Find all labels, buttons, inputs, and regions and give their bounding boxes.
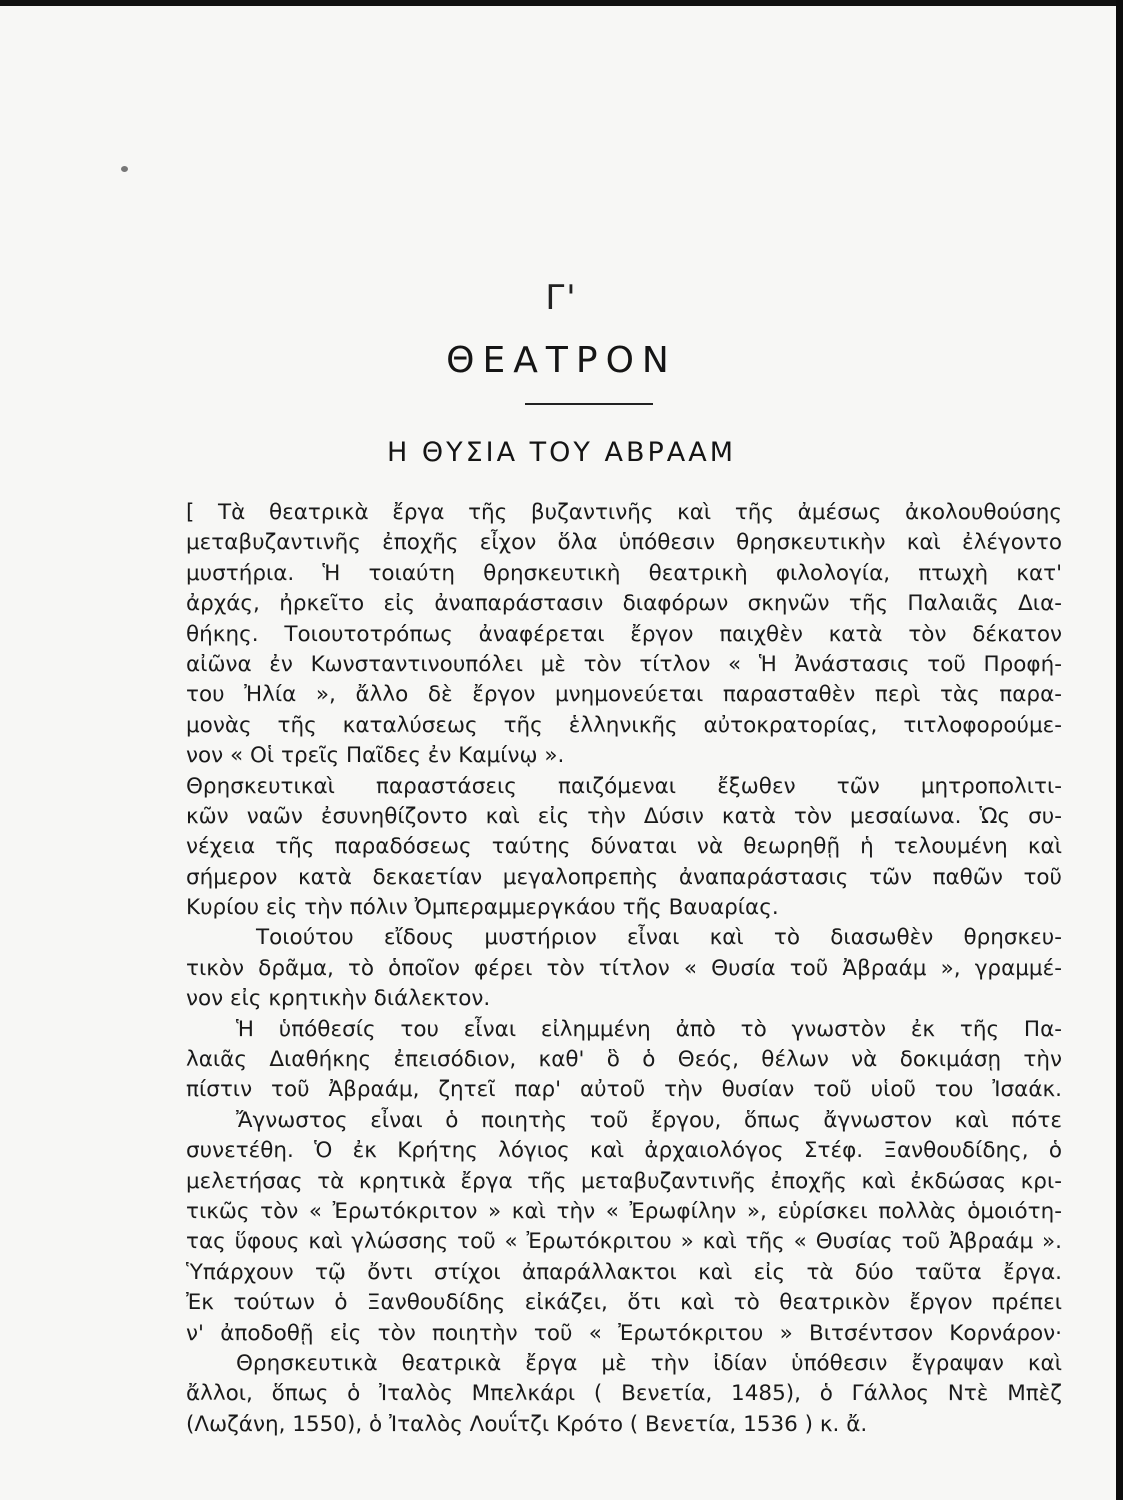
text-line: νον « Οἱ τρεῖς Παῖδες ἐν Καμίνῳ ».	[186, 743, 565, 769]
play-title: Η ΘΥΣΙΑ ΤΟΥ ΑΒΡΑΑΜ	[386, 437, 737, 468]
text-line: ἄλλοι, ὅπως ὁ Ἰταλὸς Μπελκάρι ( Βενετία, 1485), ὁ Γάλλος Ντὲ Μπὲζ	[186, 1381, 1062, 1407]
text-line: κῶν ναῶν ἐσυνηθίζοντο καὶ εἰς τὴν Δύσιν κατὰ τὸν μεσαίωνα. Ὡς συ-	[186, 803, 1062, 829]
text-line: τικὸν δρᾶμα, τὸ ὁποῖον φέρει τὸν τίτλον « Θυσία τοῦ Ἀβραάμ », γραμμέ-	[186, 955, 1062, 981]
text-line: (Λωζάνη, 1550), ὁ Ἰταλὸς Λουΐτζι Κρότο ( Βενετία, 1536 ) κ. ἄ.	[186, 1411, 868, 1437]
text-line: Ἐκ τούτων ὁ Ξανθουδίδης εἰκάζει, ὅτι καὶ τὸ θεατρικὸν ἔργον πρέπει	[186, 1290, 1062, 1316]
text-line: Τοιούτου εἴδους μυστήριον εἶναι καὶ τὸ διασωθὲν θρησκευ-	[256, 925, 1062, 951]
text-line: μονὰς τῆς καταλύσεως τῆς ἑλληνικῆς αὐτοκρατορίας, τιτλοφορούμε-	[186, 712, 1062, 738]
section-number: Γ'	[545, 278, 578, 318]
text-line: πίστιν τοῦ Ἀβραάμ, ζητεῖ παρ' αὐτοῦ τὴν θυσίαν τοῦ υἱοῦ του Ἰσαάκ.	[186, 1077, 1062, 1103]
text-line: [ Τὰ θεατρικὰ ἔργα τῆς βυζαντινῆς καὶ τῆς ἀμέσως ἀκολουθούσης	[186, 500, 1062, 525]
text-line: ἀρχάς, ἠρκεῖτο εἰς ἀναπαράστασιν διαφόρων σκηνῶν τῆς Παλαιᾶς Δια-	[186, 591, 1062, 617]
text-line: ν' ἀποδοθῇ εἰς τὸν ποιητὴν τοῦ « Ἐρωτόκριτου » Βιτσέντσον Κορνάρον·	[186, 1320, 1062, 1346]
text-line: μελετήσας τὰ κρητικὰ ἔργα τῆς μεταβυζαντινῆς ἐποχῆς καὶ ἐκδώσας κρι-	[186, 1168, 1062, 1194]
text-line: Ἡ ὑπόθεσίς του εἶναι εἰλημμένη ἀπὸ τὸ γνωστὸν ἐκ τῆς Πα-	[236, 1016, 1062, 1042]
chapter-title: ΘΕΑΤΡΟΝ	[446, 340, 677, 381]
text-line: Θρησκευτικαὶ παραστάσεις παιζόμεναι ἔξωθεν τῶν μητροπολιτι-	[186, 773, 1062, 799]
text-line: σήμερον κατὰ δεκαετίαν μεγαλοπρεπὴς ἀναπαράστασις τῶν παθῶν τοῦ	[186, 864, 1062, 890]
text-line: συνετέθη. Ὁ ἐκ Κρήτης λόγιος καὶ ἀρχαιολόγος Στέφ. Ξανθουδίδης, ὁ	[186, 1138, 1062, 1164]
scan-top-border	[0, 0, 1123, 6]
text-line: του Ἠλία », ἄλλο δὲ ἔργον μνημονεύεται παρασταθὲν περὶ τὰς παρα-	[186, 682, 1062, 708]
text-line: αἰῶνα ἐν Κωνσταντινουπόλει μὲ τὸν τίτλον « Ἡ Ἀνάστασις τοῦ Προφή-	[186, 651, 1062, 677]
text-line: θήκης. Τοιουτοτρόπως ἀναφέρεται ἔργον παιχθὲν κατὰ τὸν δέκατον	[186, 621, 1062, 647]
text-line: Θρησκευτικὰ θεατρικὰ ἔργα μὲ τὴν ἰδίαν ὑπόθεσιν ἔγραψαν καὶ	[236, 1350, 1062, 1376]
title-divider	[525, 403, 653, 405]
text-line: νον εἰς κρητικὴν διάλεκτον.	[186, 986, 491, 1012]
text-line: λαιᾶς Διαθήκης ἐπεισόδιον, καθ' ὃ ὁ Θεός, θέλων νὰ δοκιμάσῃ τὴν	[186, 1047, 1062, 1073]
scan-right-border	[1116, 0, 1123, 1500]
body-text	[186, 498, 1062, 1440]
ink-spot	[121, 166, 128, 172]
text-line: Κυρίου εἰς τὴν πόλιν Ὀμπεραμμεργκάου τῆς Βαυαρίας.	[186, 895, 779, 921]
text-line: τας ὕφους καὶ γλώσσης τοῦ « Ἐρωτόκριτου » καὶ τῆς « Θυσίας τοῦ Ἀβραάμ ».	[186, 1229, 1062, 1255]
text-line: νέχεια τῆς παραδόσεως ταύτης δύναται νὰ θεωρηθῇ ἡ τελουμένη καὶ	[186, 834, 1062, 860]
text-line: μεταβυζαντινῆς ἐποχῆς εἶχον ὅλα ὑπόθεσιν θρησκευτικὴν καὶ ἐλέγοντο	[186, 530, 1062, 556]
text-line: τικῶς τὸν « Ἐρωτόκριτον » καὶ τὴν « Ἐρωφίλην », εὑρίσκει πολλὰς ὁμοιότη-	[186, 1198, 1062, 1224]
text-line: Ὑπάρχουν τῷ ὄντι στίχοι ἀπαράλλακτοι καὶ εἰς τὰ δύο ταῦτα ἔργα.	[186, 1259, 1062, 1285]
text-line: μυστήρια. Ἡ τοιαύτη θρησκευτικὴ θεατρικὴ φιλολογία, πτωχὴ κατ'	[186, 560, 1062, 586]
text-line: Ἄγνωστος εἶναι ὁ ποιητὴς τοῦ ἔργου, ὅπως ἄγνωστον καὶ πότε	[236, 1107, 1062, 1133]
